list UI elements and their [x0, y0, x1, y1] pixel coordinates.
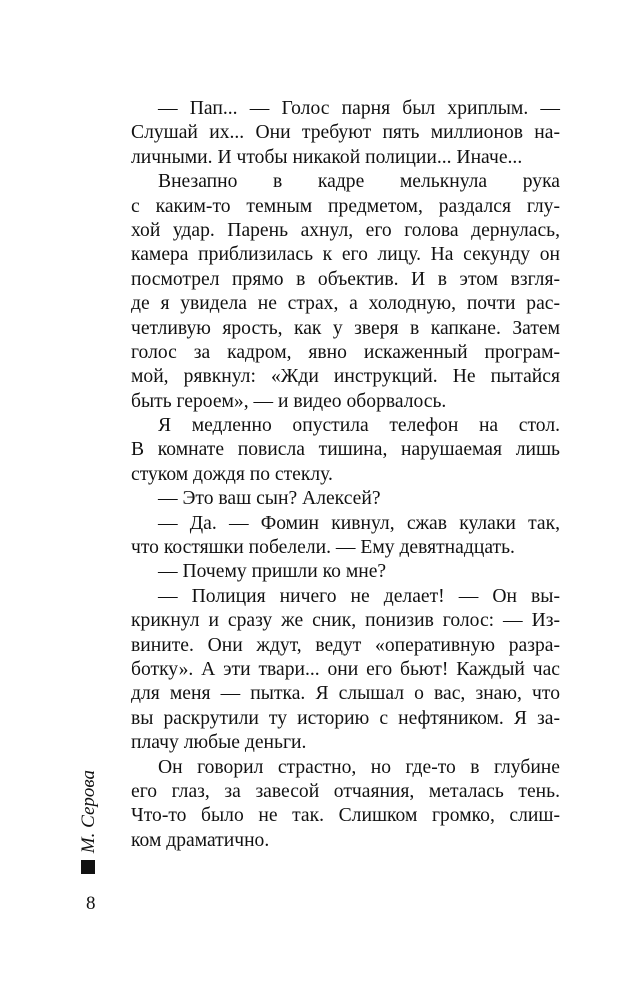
- text-line: Внезапно в кадре мелькнула рука: [158, 171, 560, 193]
- text-line: — Почему пришли ко мне?: [158, 561, 387, 583]
- text-line: личными. И чтобы никакой полиции... Иначе...: [131, 146, 523, 168]
- body-text: [131, 97, 560, 853]
- text-line: его глаз, за завесой отчаяния, металась тень.: [131, 780, 560, 802]
- text-line: с каким-то темным предметом, раздался глу-: [131, 195, 560, 217]
- text-line: Он говорил страстно, но где-то в глубине: [158, 756, 560, 778]
- text-line: — Да. — Фомин кивнул, сжав кулаки так,: [158, 512, 560, 534]
- text-line: голос за кадром, явно искаженный програм-: [131, 341, 560, 363]
- text-line: плачу любые деньги.: [131, 732, 307, 754]
- text-line: что костяшки побелели. — Ему девятнадцать.: [131, 537, 515, 559]
- text-line: В комнате повисла тишина, нарушаемая лишь: [131, 439, 560, 461]
- text-line: для меня — пытка. Я слышал о вас, знаю, что: [131, 683, 560, 705]
- text-line: вините. Они ждут, ведут «оперативную разра-: [131, 634, 560, 656]
- text-line: камера приблизилась к его лицу. На секунду он: [131, 244, 560, 266]
- text-line: ком драматично.: [131, 829, 270, 851]
- text-line: — Пап... — Голос парня был хриплым. —: [158, 98, 560, 119]
- text-line: четливую ярость, как у зверя в капкане. Затем: [131, 317, 560, 339]
- text-line: Слушай их... Они требуют пять миллионов на-: [131, 122, 560, 144]
- text-line: быть героем», — и видео оборвалось.: [131, 390, 447, 412]
- text-line: стуком дождя по стеклу.: [131, 463, 333, 485]
- text-line: мой, рявкнул: «Жди инструкций. Не пытайся: [131, 366, 560, 388]
- text-line: — Это ваш сын? Алексей?: [158, 488, 381, 510]
- text-line: посмотрел прямо в объектив. И в этом взгля-: [131, 268, 560, 290]
- page-number: 8: [86, 893, 96, 914]
- text-line: крикнул и сразу же сник, понизив голос: — Из-: [131, 610, 560, 632]
- text-line: хой удар. Парень ахнул, его голова дернулась,: [131, 219, 560, 241]
- text-line: де я увидела не страх, а холодную, почти рас-: [131, 293, 560, 315]
- running-author-name: М. Серова: [78, 770, 99, 854]
- text-line: — Полиция ничего не делает! — Он вы-: [158, 585, 560, 607]
- text-line: вы раскрутили ту историю с нефтяником. Я за-: [131, 707, 560, 729]
- text-line: Что-то было не так. Слишком громко, слиш-: [131, 805, 560, 827]
- text-line: ботку». А эти твари... они его бьют! Каждый час: [131, 658, 560, 680]
- square-marker-icon: [81, 860, 95, 874]
- text-line: Я медленно опустила телефон на стол.: [158, 415, 560, 437]
